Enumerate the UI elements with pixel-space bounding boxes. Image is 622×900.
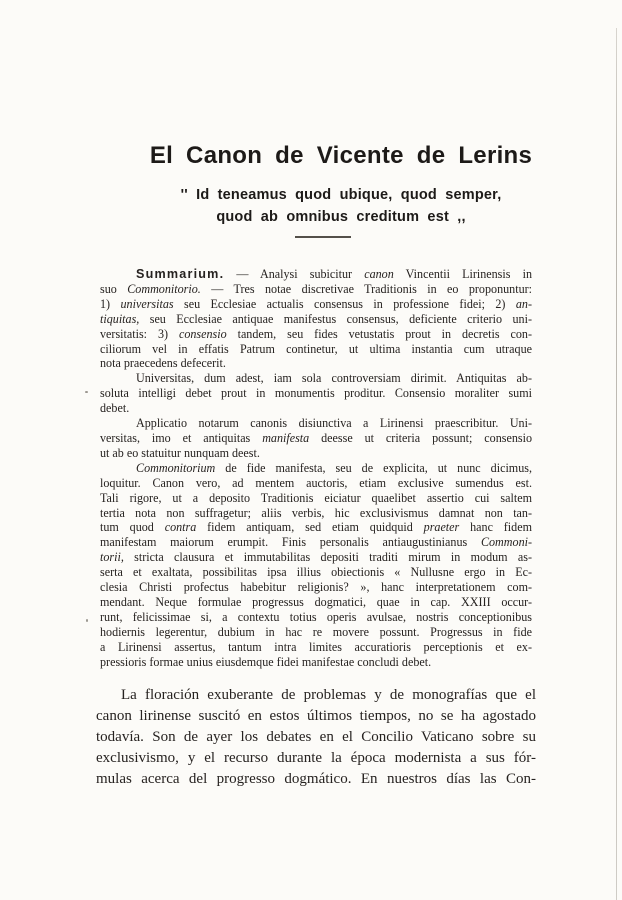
text-run: nota praecedens defecerit. [100,356,226,371]
text-run: canon lirinense suscitó en estos últimos tiempos, no se ha agostado [96,708,536,724]
article-heading [60,142,622,228]
text-run: seu Ecclesiae actualis consensus in professione fidei; 2) [173,296,516,311]
summarium-section [100,267,532,669]
text-line [100,535,532,550]
text-run: tandem, seu fides vetustatis prout in decretis con- [226,326,532,341]
paragraph [100,371,532,416]
text-run: suo [100,281,128,296]
text-line [100,371,532,386]
italic-term: universitas [120,296,174,311]
text-line [96,706,536,727]
text-run: loquitur. Canon vero, ad mentem auctoris, etiam exclusive sumendus est. [100,475,532,490]
text-line [100,640,532,655]
text-line [100,476,532,491]
section-divider [295,236,351,238]
text-run: tum quod [100,520,165,535]
text-line [100,327,532,342]
text-run: hanc fidem [459,520,532,535]
italic-term: manifesta [262,430,310,445]
text-line [100,580,532,595]
text-run: Applicatio notarum canonis disiunctiva a Lirinensi praescribitur. Uni- [136,416,532,431]
scan-speck [85,391,88,393]
text-run: exclusivismo, y el recurso durante la época modernista a sus fór- [96,750,536,766]
text-run: — Analysi subicitur [224,267,365,281]
text-run: debet. [100,401,130,416]
text-run: seu Ecclesiae antiquae manifestus consensus, deficiente criterio uni- [139,311,532,326]
text-line [100,520,532,535]
epigraph-line-2: quod ab omnibus creditum est ,, [216,209,466,225]
text-run: hodiernis legerentur, dubium in hac re movere possunt. Progressus in fide [100,624,532,639]
text-run: manifestam maiorum erumpit. Finis personalis antiaugustinianus [100,535,481,550]
italic-term: Commonitorium [136,460,216,475]
text-line [100,625,532,640]
summarium-label: Summarium. [136,267,225,281]
text-run: runt, felicissimae si, a contextu totius operis avulsae, nostris conceptionibus [100,609,532,624]
text-line [100,312,532,327]
text-line [96,748,536,769]
text-line [100,297,532,312]
epigraph-quote [60,184,622,228]
text-run: — Tres notae discretivae Traditionis in eo proponuntur: [200,281,533,296]
text-run: ciliorum vel in effatis Patrum continetur, ut ultima instantia cum utraque [100,341,532,356]
text-line [100,416,532,431]
text-line [100,610,532,625]
paragraph [100,461,532,670]
paragraph [96,685,536,790]
text-line [100,565,532,580]
text-run: soluta intelligi debet prout in monumentis proditur. Consensio moraliter sumi [100,386,532,401]
text-run: La floración exuberante de problemas y de monografías que el [121,687,536,703]
text-run: de fide manifesta, seu de explicita, ut nunc dicimus, [215,460,532,475]
text-line [100,267,532,282]
text-run: serta et exaltata, possibilitas ipsa illius obiectionis « Nullusne ergo in Ec- [100,565,532,580]
text-line [100,461,532,476]
page-title: El Canon de Vicente de Lerins [149,142,533,169]
text-run: mendant. Neque formulae progressus dogmatici, quae in cap. XXIII occur- [100,594,532,609]
text-run: deesse ut criteria possunt; consensio [309,430,533,445]
text-run: versitatis: 3) [100,326,179,341]
italic-term: contra [164,520,197,535]
text-line [96,769,536,790]
text-line [100,506,532,521]
text-run: Vincentii Lirinensis in [393,267,532,281]
text-line [100,386,532,401]
text-line [100,342,532,357]
text-line [100,401,532,416]
text-run: ut ab eo statuitur nunquam deest. [100,445,260,460]
italic-term: an- [515,296,532,311]
text-run: a Lirinensi assertus, tantum intra limites accuratioris perceptionis et ex- [100,639,532,654]
epigraph-line-1: '' Id teneamus quod ubique, quod semper, [180,187,502,203]
italic-term: praeter [423,520,460,535]
italic-term: Commonitorio. [127,281,201,296]
italic-term: Commoni- [480,535,532,550]
text-run: versitas, imo et antiquitas [100,430,263,445]
text-line [100,446,532,461]
text-line [96,685,536,706]
paragraph [100,267,532,371]
text-run: stricta clausura et immutabilitas depositi traditi mirum in modum as- [123,550,532,565]
text-run: mulas acerca del progresso dogmático. En nuestros días las Con- [96,771,536,787]
text-line [100,356,532,371]
text-run: 1) [100,296,121,311]
text-line [100,431,532,446]
text-run: pressioris formae unius eiusdemque fidei manifestae concludi debet. [100,654,432,669]
text-line [100,491,532,506]
text-line [96,727,536,748]
body-text-section [96,685,536,790]
italic-term: tiquitas, [100,311,140,326]
text-run: Tali rigore, ut a deposito Traditionis eiciatur quaelibet assertio cui saltem [100,490,532,505]
text-line [100,655,532,670]
text-line [100,595,532,610]
text-run: tertia nota non suffragetur; aliis verbis, hic exclusivismus damnat non tan- [100,505,532,520]
italic-term: canon [364,267,394,281]
text-line [100,550,532,565]
text-run: todavía. Son de ayer los debates en el Concilio Vaticano sobre su [96,729,536,745]
italic-term: torii, [100,550,124,565]
scan-speck [86,619,88,622]
paragraph [100,416,532,461]
text-run: fidem antiquam, sed etiam quidquid [196,520,424,535]
text-run: Universitas, dum adest, iam sola controversiam dirimit. Antiquitas ab- [136,371,532,386]
text-line [100,282,532,297]
italic-term: consensio [178,326,227,341]
text-run: clesia Christi profectus habebitur religionis? », hanc interpretationem com- [100,580,532,595]
